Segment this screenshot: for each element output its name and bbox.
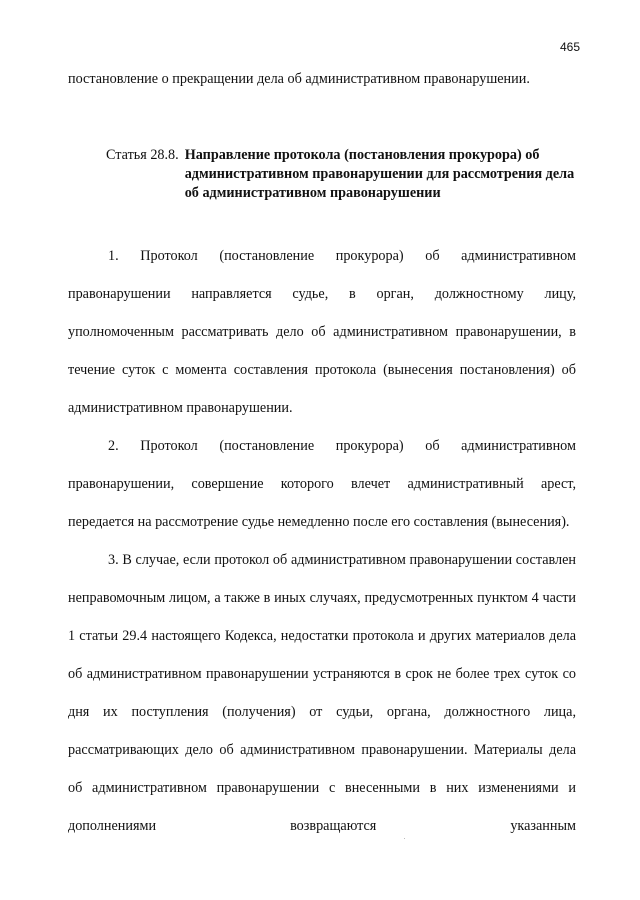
article-title: Направление протокола (постановления прокурора) об административном правонарушении для рассмотрения дела об административном правонарушении [184,147,575,201]
scan-speck [404,838,405,839]
paragraph-1: 1. Протокол (постановление прокурора) об административном правонарушении направляется судье, в орган, должностному лицу, уполномоченным рассматривать дело об административном правонарушении, в течение суток с момента составления протокола (вынесения постановления) об административном правонарушении. [68,248,576,416]
article-heading [68,146,576,203]
continuation-text: постановление о прекращении дела об административном правонарушении. [68,71,530,87]
article-number: Статья 28.8. [106,147,179,163]
paragraph-2: 2. Протокол (постановление прокурора) об административном правонарушении, совершение которого влечет административный арест, передается на рассмотрение судье немедленно после его составления (вынесения). [68,438,576,530]
page-number: 465 [559,40,580,54]
paragraph-3: 3. В случае, если протокол об административном правонарушении составлен неправомочным лицом, а также в иных случаях, предусмотренных пунктом 4 части 1 статьи 29.4 настоящего Кодекса, недостатки протокола и других материалов дела об административном правонарушении устраняются в срок не более трех суток со дня их поступления (получения) от судьи, органа, должностного лица, рассматривающих дело об административном правонарушении. Материалы дела об административном правонарушении с внесенными в них изменениями и дополнениями возвращаются указанным [68,552,576,834]
document-body [68,60,576,845]
